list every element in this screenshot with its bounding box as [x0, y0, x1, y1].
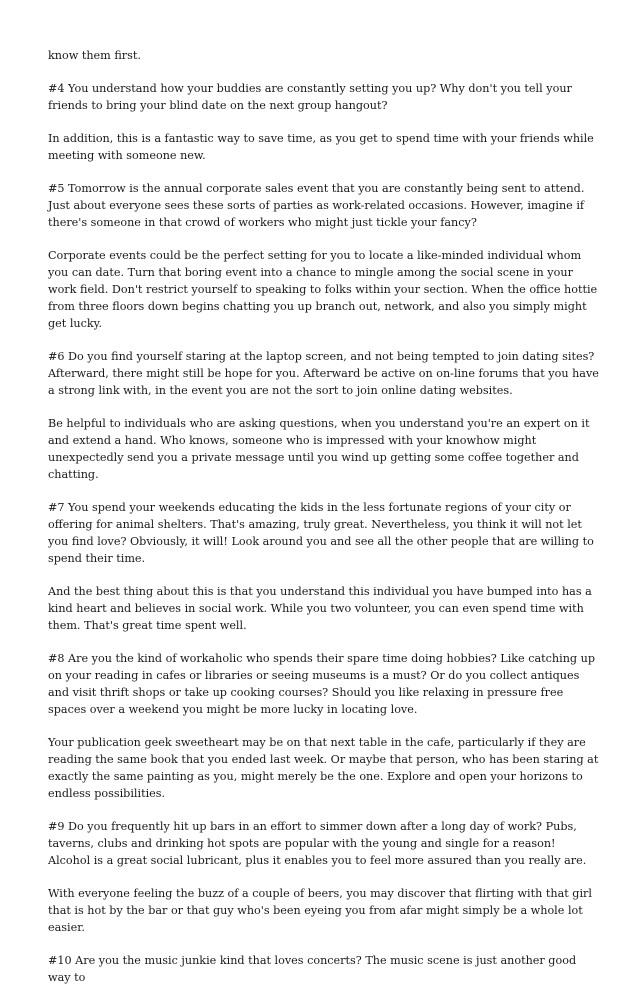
paragraph-tip-6: #6 Do you find yourself staring at the laptop screen, and not being tempted to join dating sites? Afterward, there might still be hope for you. Afterward be active on on-line forums that you have a strong link with, in the event you are not the sort to join online dating websites. — [48, 350, 599, 397]
paragraph-tip-5: #5 Tomorrow is the annual corporate sales event that you are constantly being sent to attend. Just about everyone sees these sorts of parties as work-related occasions. However, imagine if there's someone in that crowd of workers who might just tickle your fancy? — [48, 182, 585, 229]
paragraph-tip-8-detail: Your publication geek sweetheart may be on that next table in the cafe, particularly if they are reading the same book that you ended last week. Or maybe that person, who has been staring at exactly the same painting as you, might merely be the one. Explore and open your horizons to endless possibilities. — [48, 736, 599, 800]
paragraph-continuation: know them first. — [48, 49, 141, 62]
paragraph-tip-6-detail: Be helpful to individuals who are asking questions, when you understand you're an expert on it and extend a hand. Who knows, someone who is impressed with your knowhow might unexpectedly send you a private message until you wind up getting some coffee together and chatting. — [48, 417, 590, 481]
paragraph-tip-5-detail: Corporate events could be the perfect setting for you to locate a like-minded individual whom you can date. Turn that boring event into a chance to mingle among the social scene in your work field. Don't restrict yourself to speaking to folks within your section. When the office hottie from three floors down begins chatting you up branch out, network, and also you simply might get lucky. — [48, 249, 598, 330]
paragraph-tip-4-detail: In addition, this is a fantastic way to save time, as you get to spend time with your friends while meeting with someone new. — [48, 132, 594, 162]
paragraph-tip-7: #7 You spend your weekends educating the kids in the less fortunate regions of your city or offering for animal shelters. That's amazing, truly great. Nevertheless, you think it will not let you find love? Obviously, it will! Look around you and see all the other people that are willing to spend their time. — [48, 501, 594, 565]
paragraph-tip-7-detail: And the best thing about this is that you understand this individual you have bumped into has a kind heart and believes in social work. While you two volunteer, you can even spend time with them. That's great time spent well. — [48, 585, 592, 632]
paragraph-tip-8: #8 Are you the kind of workaholic who spends their spare time doing hobbies? Like catching up on your reading in cafes or libraries or seeing museums is a must? Or do you collect antiques and visit thrift shops or take up cooking courses? Should you like relaxing in pressure free spaces over a weekend you might be more lucky in locating love. — [48, 652, 595, 716]
paragraph-tip-10: #10 Are you the music junkie kind that loves concerts? The music scene is just another good way to — [48, 954, 577, 984]
paragraph-tip-9: #9 Do you frequently hit up bars in an effort to simmer down after a long day of work? Pubs, taverns, clubs and drinking hot spots are popular with the young and single for a reason! Alcohol is a great social lubricant, plus it enables you to feel more assured than you really are. — [48, 820, 587, 867]
paragraph-tip-4: #4 You understand how your buddies are constantly setting you up? Why don't you tell your friends to bring your blind date on the next group hangout? — [48, 82, 572, 112]
paragraph-tip-9-detail: With everyone feeling the buzz of a couple of beers, you may discover that flirting with that girl that is hot by the bar or that guy who's been eyeing you from afar might simply be a whole lot easier. — [48, 887, 592, 934]
document-page — [48, 47, 600, 1002]
